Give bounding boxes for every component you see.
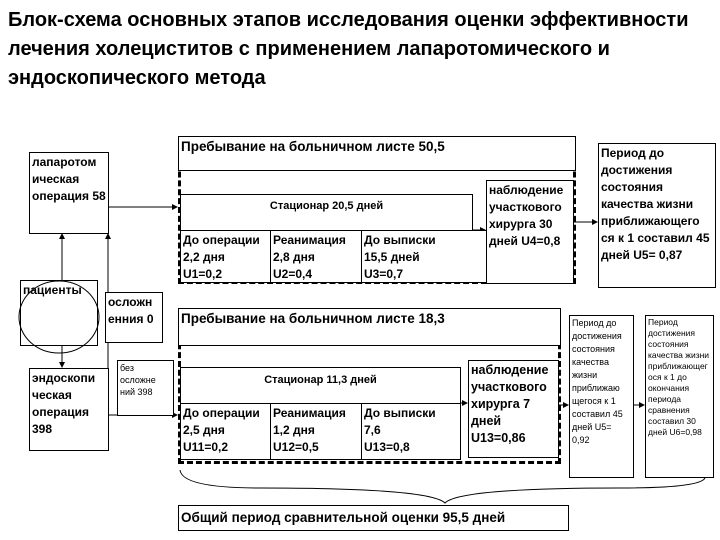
- top-phase-icu: [270, 230, 362, 283]
- phase-days: 7,6: [364, 423, 381, 437]
- bottom-period-1: Период до достижения состояния качества жизни приближаю щегося к 1 составил 45 дней U5= 0,92: [569, 315, 634, 478]
- no-complications-box: без осложне ний 398: [117, 360, 174, 416]
- endoscopic-box: эндоскопи ческая операция 398: [29, 368, 109, 451]
- bottom-observation: наблюдение участкового хирурга 7 дней U13=0,86: [468, 360, 559, 458]
- phase-name: До операции: [183, 406, 260, 420]
- phase-days: 15,5 дней: [364, 250, 420, 264]
- top-hospital-label: Стационар 20,5 дней: [180, 194, 473, 231]
- top-phase-discharge: [361, 230, 487, 283]
- phase-name: Реанимация: [273, 233, 346, 247]
- phase-days: 2,5 дня: [183, 423, 225, 437]
- total-period-box: Общий период сравнительной оценки 95,5 дней: [178, 505, 569, 531]
- diagram-title: Блок-схема основных этапов исследования оценки эффективности лечения холециститов с применением лапаротомического и эндоскопического метода: [8, 9, 689, 89]
- top-phase-preop: [180, 230, 271, 283]
- bottom-stay-label: Пребывание на больничном листе 18,3: [178, 308, 561, 346]
- phase-name: До выписки: [364, 406, 436, 420]
- phase-u: U13=0,8: [364, 440, 410, 454]
- phase-days: 2,8 дня: [273, 250, 315, 264]
- phase-u: U2=0,4: [273, 267, 313, 281]
- phase-u: U12=0,5: [273, 440, 319, 454]
- phase-name: До выписки: [364, 233, 436, 247]
- bottom-hospital-label: Стационар 11,3 дней: [180, 367, 461, 404]
- top-stay-label: Пребывание на больничном листе 50,5: [178, 136, 576, 171]
- phase-u: U1=0,2: [183, 267, 223, 281]
- laparotomy-box: лапаротом ическая операция 58: [29, 152, 109, 234]
- phase-days: 1,2 дня: [273, 423, 315, 437]
- patients-box: пациенты: [20, 280, 98, 346]
- bottom-phase-icu: [270, 403, 362, 460]
- bottom-period-2: Период достижения состояния качества жизни приближающег ося к 1 до окончания периода сравнения составил 30 дней U6=0,98: [645, 315, 714, 478]
- bottom-phase-preop: [180, 403, 271, 460]
- complications-box: осложн енния 0: [105, 292, 163, 343]
- top-observation: наблюдение участкового хирурга 30 дней U4=0,8: [486, 180, 574, 284]
- phase-u: U3=0,7: [364, 267, 404, 281]
- phase-days: 2,2 дня: [183, 250, 225, 264]
- phase-name: Реанимация: [273, 406, 346, 420]
- top-period: Период до достижения состояния качества жизни приближающего ся к 1 составил 45 дней U5= 0,87: [598, 143, 716, 288]
- bottom-phase-discharge: [361, 403, 461, 460]
- phase-u: U11=0,2: [183, 440, 229, 454]
- phase-name: До операции: [183, 233, 260, 247]
